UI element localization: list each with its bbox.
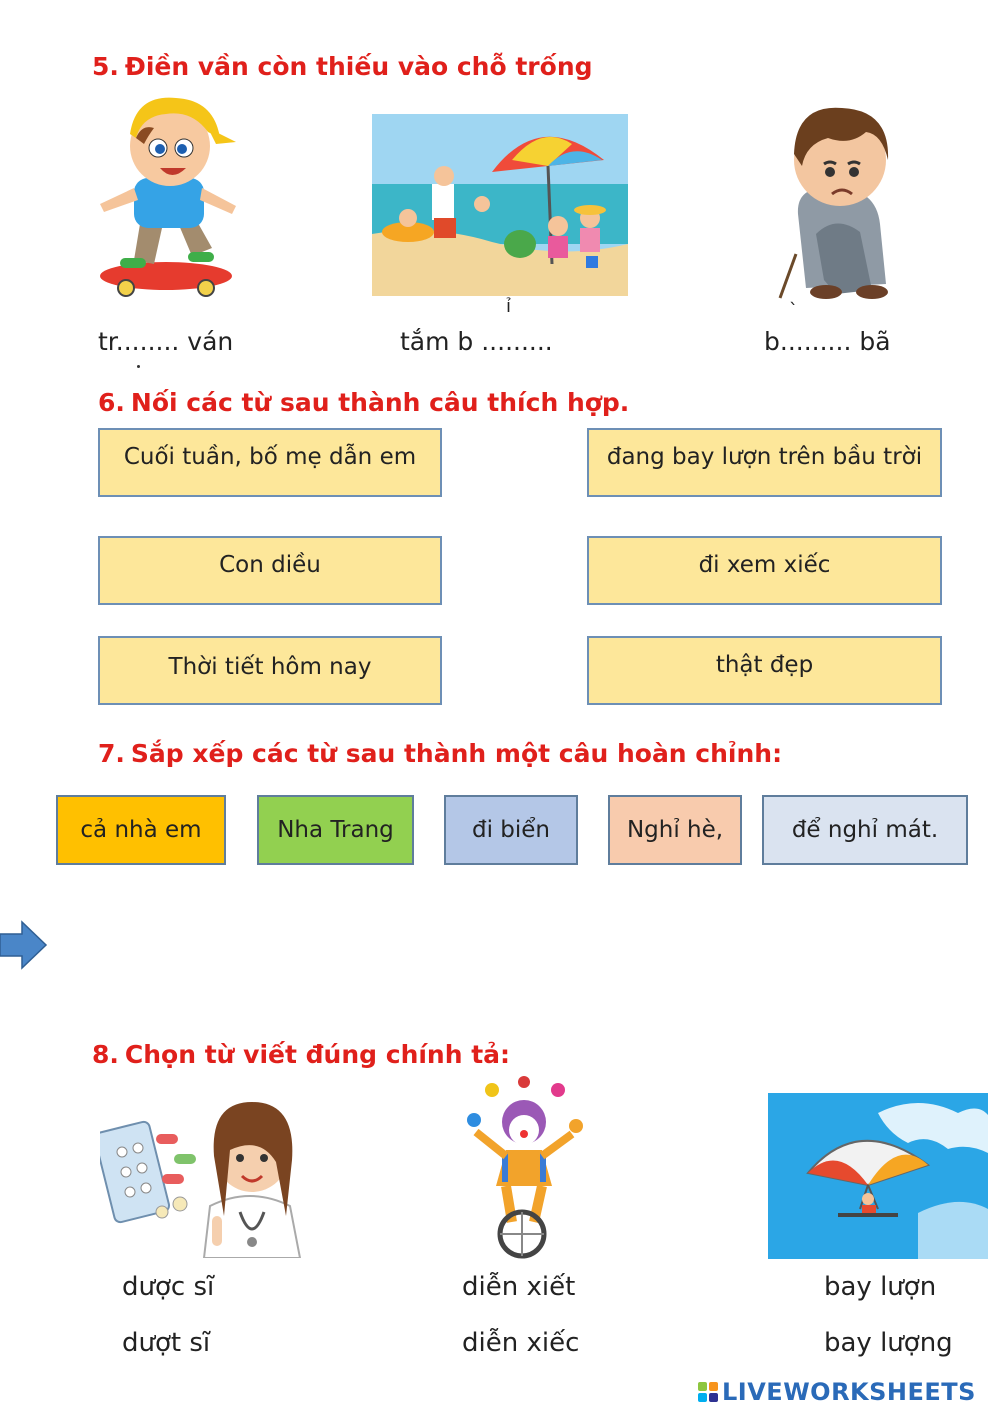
logo-text: LIVEWORKSHEETS bbox=[722, 1378, 976, 1406]
clown-unicycle-illustration bbox=[462, 1076, 586, 1262]
option-dien-xiet[interactable]: diễn xiết bbox=[462, 1272, 576, 1302]
skateboard-boy-illustration bbox=[96, 88, 246, 300]
word-chip-di-bien[interactable]: đi biển bbox=[444, 795, 578, 865]
hang-glider-illustration bbox=[768, 1093, 988, 1259]
word-chip-nha-trang[interactable]: Nha Trang bbox=[257, 795, 414, 865]
logo-mark-icon bbox=[698, 1382, 718, 1402]
match-right-2[interactable]: đi xem xiếc bbox=[587, 536, 942, 605]
section-title: Điền vần còn thiếu vào chỗ trống bbox=[124, 52, 593, 81]
section-number: 5. bbox=[92, 52, 119, 81]
word-chip-de-nghi-mat[interactable]: để nghỉ mát. bbox=[762, 795, 968, 865]
section-8-heading bbox=[92, 1040, 510, 1069]
option-duot-si[interactable]: dượt sĩ bbox=[122, 1328, 211, 1358]
liveworksheets-logo bbox=[698, 1378, 976, 1406]
option-duoc-si[interactable]: dược sĩ bbox=[122, 1272, 215, 1302]
match-left-3[interactable]: Thời tiết hôm nay bbox=[98, 636, 442, 705]
match-left-1[interactable]: Cuối tuần, bố mẹ dẫn em bbox=[98, 428, 442, 497]
option-bay-luong[interactable]: bay lượng bbox=[824, 1328, 953, 1358]
section-title: Sắp xếp các từ sau thành một câu hoàn chỉnh: bbox=[130, 739, 783, 768]
section-number: 6. bbox=[98, 388, 125, 417]
arrow-right-icon bbox=[0, 920, 48, 970]
match-right-3[interactable]: thật đẹp bbox=[587, 636, 942, 705]
section-title: Nối các từ sau thành câu thích hợp. bbox=[130, 388, 630, 417]
section-7-heading bbox=[98, 739, 782, 768]
match-left-2[interactable]: Con diều bbox=[98, 536, 442, 605]
fill-blank-skateboard[interactable]: tr........ ván bbox=[98, 327, 234, 356]
word-chip-ca-nha-em[interactable]: cả nhà em bbox=[56, 795, 226, 865]
section-6-heading bbox=[98, 388, 629, 417]
section-title: Chọn từ viết đúng chính tả: bbox=[124, 1040, 511, 1069]
section-5-heading bbox=[92, 52, 593, 81]
pharmacist-illustration bbox=[100, 1096, 304, 1258]
beach-illustration bbox=[372, 114, 628, 296]
sad-boy-illustration bbox=[776, 104, 900, 304]
dot-mark bbox=[137, 365, 140, 368]
option-bay-luon[interactable]: bay lượn bbox=[824, 1272, 937, 1302]
option-dien-xiec[interactable]: diễn xiếc bbox=[462, 1328, 580, 1358]
tone-mark-hoi: ỉ bbox=[506, 296, 512, 317]
fill-blank-sad[interactable]: b......... bã bbox=[764, 327, 891, 356]
match-right-1[interactable]: đang bay lượn trên bầu trời bbox=[587, 428, 942, 497]
section-number: 7. bbox=[98, 739, 125, 768]
section-number: 8. bbox=[92, 1040, 119, 1069]
fill-blank-beach[interactable]: tắm b ......... bbox=[400, 327, 553, 356]
word-chip-nghi-he[interactable]: Nghỉ hè, bbox=[608, 795, 742, 865]
